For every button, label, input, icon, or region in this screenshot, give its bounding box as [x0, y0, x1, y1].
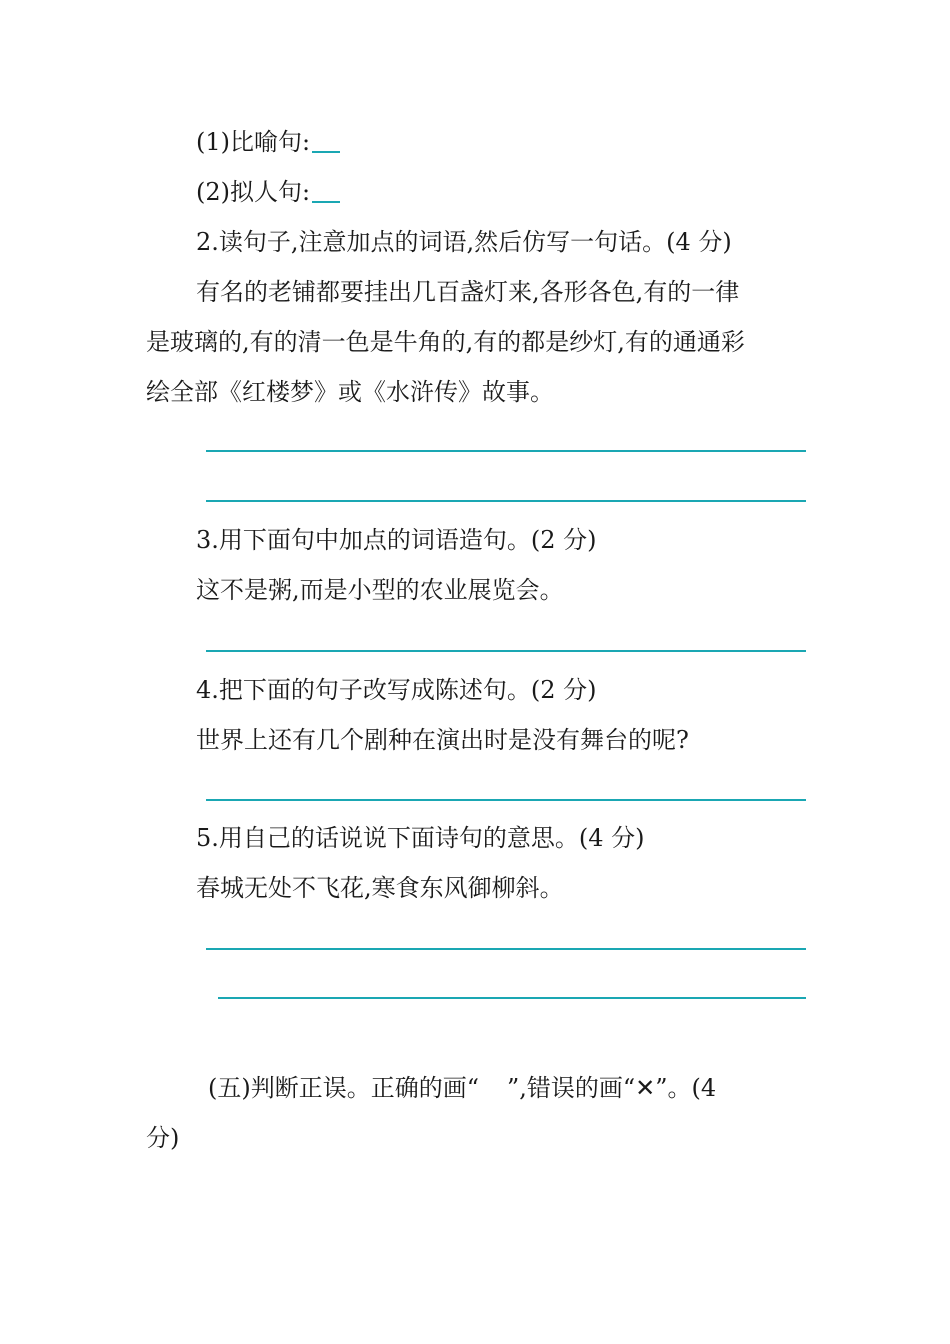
- section-5-instruction-end: ”,错误的画“✕”。(4: [507, 1074, 717, 1102]
- q5-poem: 春城无处不飞花,寒食东风御柳斜。: [196, 874, 564, 902]
- section-5-heading: [208, 1072, 716, 1104]
- q2-passage-line-1: 有名的老铺都要挂出几百盏灯来,各形各色,有的一律: [196, 278, 740, 306]
- section-5-heading-cont: 分): [146, 1124, 180, 1152]
- section-5-instruction-start: (五)判断正误。正确的画“: [208, 1074, 479, 1102]
- personification-answer-blank[interactable]: [312, 177, 340, 203]
- q2-passage-line-2: 是玻璃的,有的清一色是牛角的,有的都是纱灯,有的通通彩: [146, 328, 745, 356]
- personification-label: (2)拟人句:: [196, 178, 311, 206]
- q5-answer-line-2[interactable]: [218, 997, 806, 999]
- q2-answer-line-1[interactable]: [206, 450, 806, 452]
- simile-item: [196, 126, 340, 158]
- simile-label: (1)比喻句:: [196, 128, 311, 156]
- q3-answer-line[interactable]: [206, 650, 806, 652]
- q2-passage-line-3: 绘全部《红楼梦》或《水浒传》故事。: [146, 378, 554, 406]
- q3-prompt: 3.用下面句中加点的词语造句。(2 分): [196, 526, 597, 554]
- q2-prompt: 2.读句子,注意加点的词语,然后仿写一句话。(4 分): [196, 228, 732, 256]
- q4-sentence: 世界上还有几个剧种在演出时是没有舞台的呢?: [196, 726, 689, 754]
- q2-answer-line-2[interactable]: [206, 500, 806, 502]
- personification-item: [196, 176, 340, 208]
- q5-prompt: 5.用自己的话说说下面诗句的意思。(4 分): [196, 824, 645, 852]
- q3-sentence: 这不是粥,而是小型的农业展览会。: [196, 576, 564, 604]
- q4-answer-line[interactable]: [206, 799, 806, 801]
- q5-answer-line-1[interactable]: [206, 948, 806, 950]
- q4-prompt: 4.把下面的句子改写成陈述句。(2 分): [196, 676, 597, 704]
- simile-answer-blank[interactable]: [312, 127, 340, 153]
